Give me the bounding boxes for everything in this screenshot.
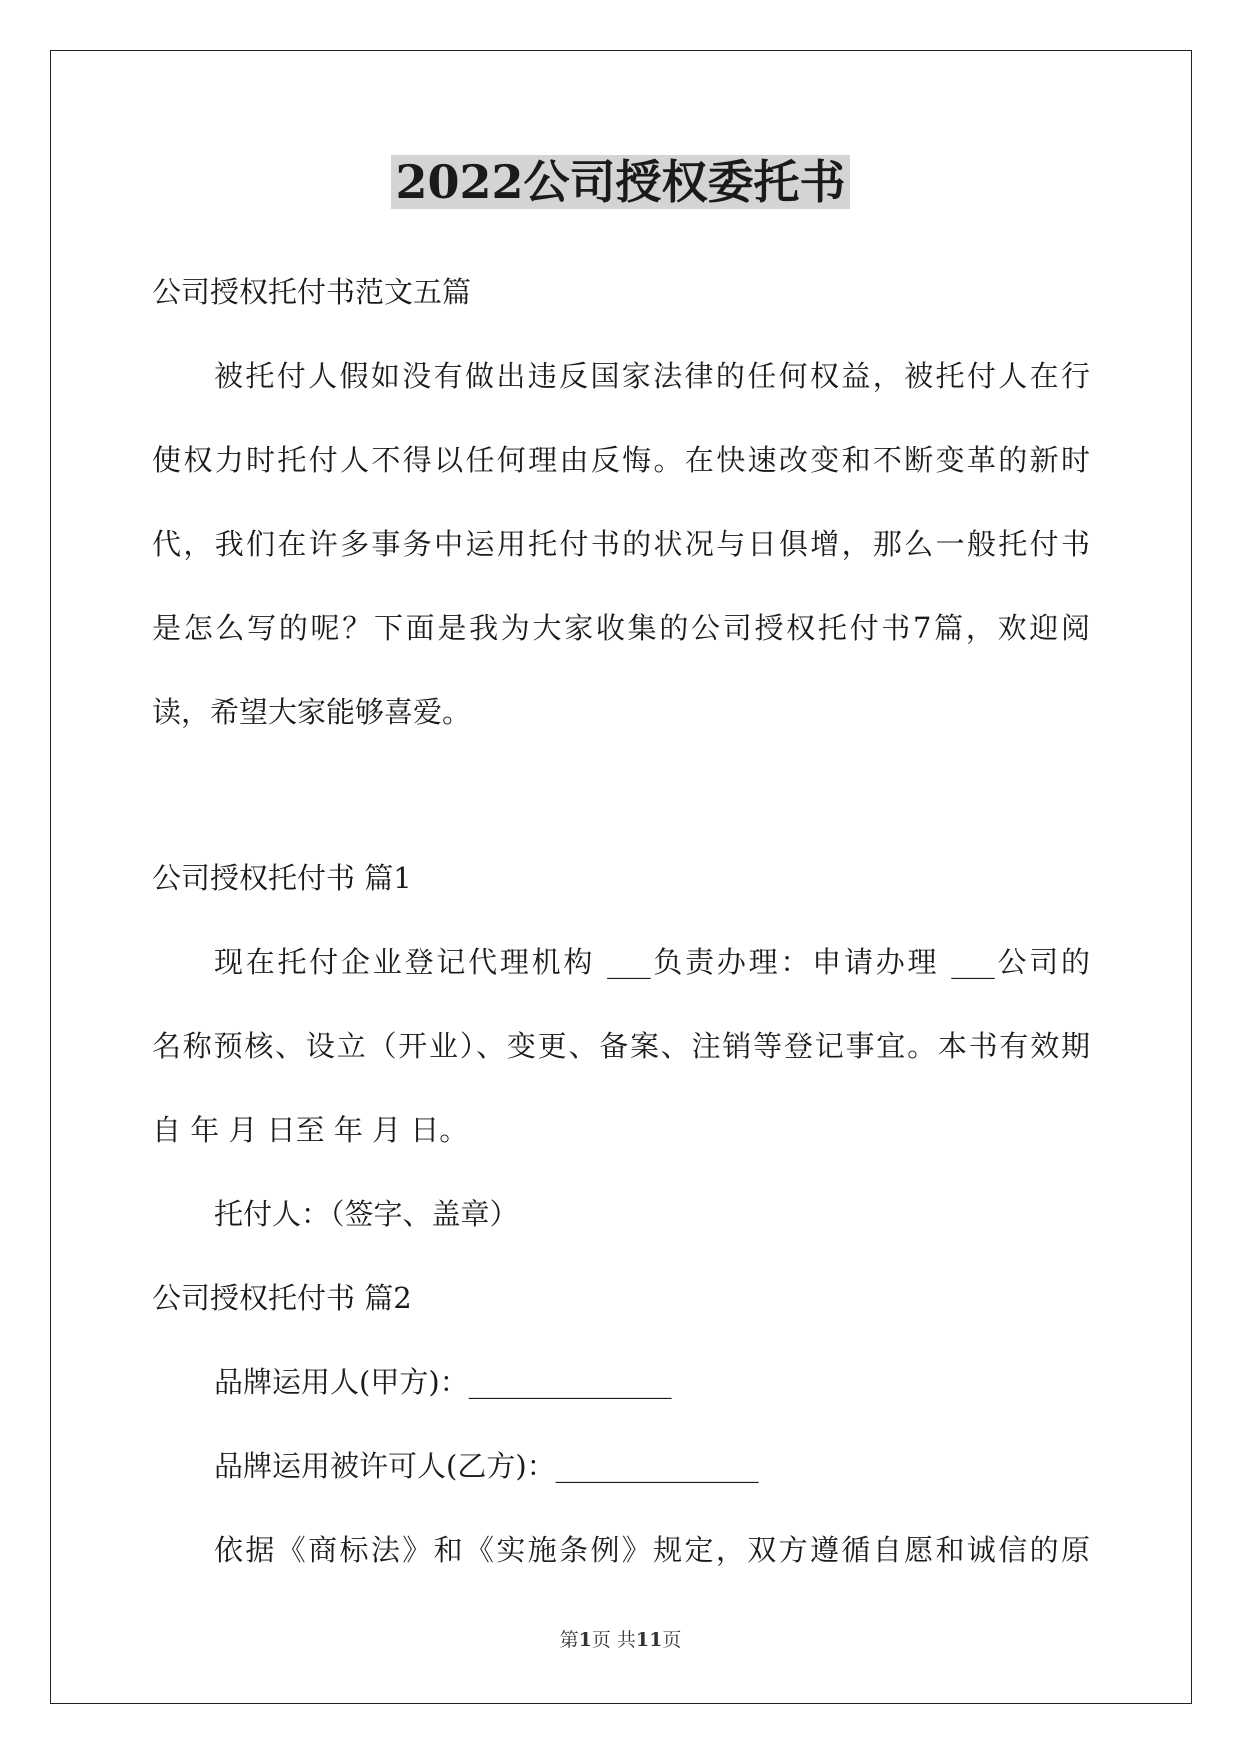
- section1-line-3: 自 年 月 日至 年 月 日。: [152, 1113, 469, 1147]
- section1-line-1: 现在托付企业登记代理机构 ___负责办理：申请办理 ___公司的: [214, 945, 1090, 979]
- section2-clause: 依据《商标法》和《实施条例》规定，双方遵循自愿和诚信的原: [214, 1533, 1090, 1567]
- document-title: [0, 152, 1241, 212]
- section2-party-b: 品牌运用被许可人(乙方)：______________: [214, 1449, 759, 1483]
- footer-page-current: 1: [578, 1629, 592, 1651]
- section1-line-2: 名称预核、设立（开业）、变更、备案、注销等登记事宜。本书有效期: [152, 1029, 1090, 1063]
- intro-line-4: 是怎么写的呢？下面是我为大家收集的公司授权托付书7篇，欢迎阅: [152, 611, 1090, 645]
- intro-line-2: 使权力时托付人不得以任何理由反悔。在快速改变和不断变革的新时: [152, 443, 1090, 477]
- document-body: [152, 262, 1090, 1604]
- section1-signature: 托付人：（签字、盖章）: [214, 1197, 519, 1231]
- section-gap: [152, 766, 1090, 848]
- footer-suffix: 页: [662, 1629, 682, 1651]
- intro-line-3: 代，我们在许多事务中运用托付书的状况与日俱增，那么一般托付书: [152, 527, 1090, 561]
- section2-heading: 公司授权托付书 篇2: [152, 1281, 412, 1315]
- subtitle: 公司授权托付书范文五篇: [152, 275, 472, 309]
- section2-party-a: 品牌运用人(甲方)：______________: [214, 1365, 672, 1399]
- intro-line-5: 读，希望大家能够喜爱。: [152, 695, 472, 729]
- footer-prefix: 第: [559, 1629, 579, 1651]
- section1-heading: 公司授权托付书 篇1: [152, 861, 412, 895]
- title-highlight: 2022公司授权委托书: [391, 155, 849, 209]
- footer-page-total: 11: [635, 1629, 663, 1651]
- intro-line-1: 被托付人假如没有做出违反国家法律的任何权益，被托付人在行: [214, 359, 1090, 393]
- footer-mid: 页 共: [591, 1629, 636, 1651]
- page-footer: [0, 1628, 1241, 1652]
